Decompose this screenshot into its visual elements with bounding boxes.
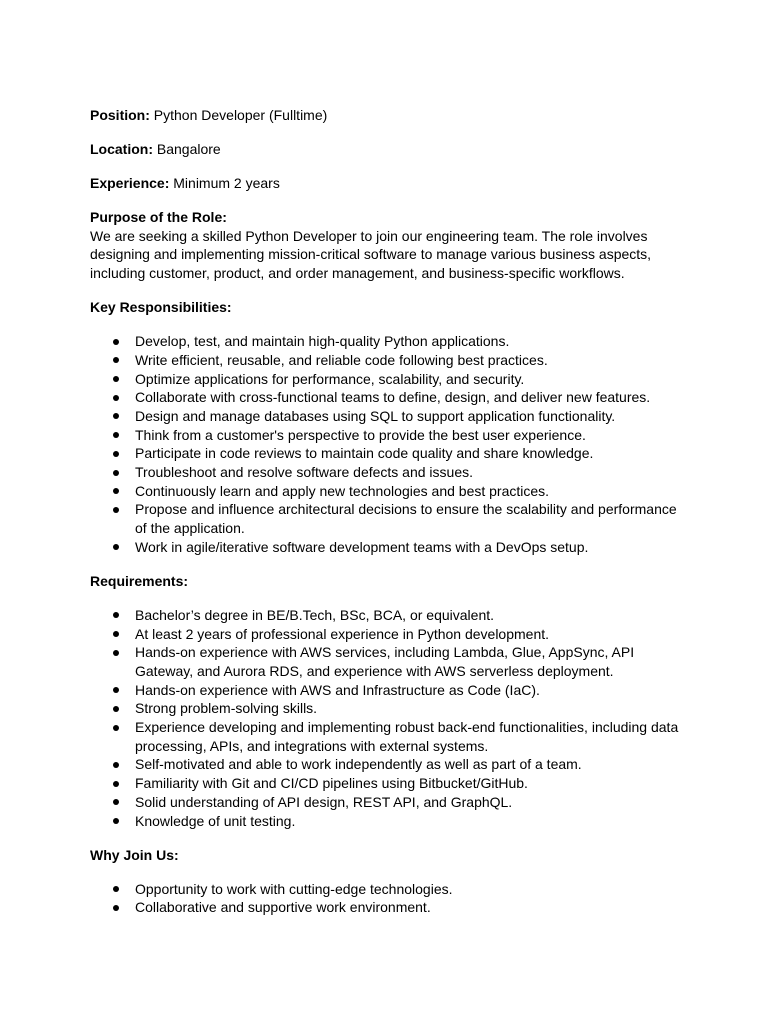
position-line bbox=[90, 106, 680, 125]
list-item bbox=[90, 500, 680, 537]
list-item bbox=[90, 332, 680, 351]
bullet-icon bbox=[113, 706, 119, 712]
list-item bbox=[90, 774, 680, 793]
bullet-icon bbox=[113, 650, 119, 656]
experience-value: Minimum 2 years bbox=[173, 175, 280, 191]
bullet-icon bbox=[113, 432, 119, 438]
bullet-icon bbox=[113, 725, 119, 731]
list-item-text: Collaborative and supportive work environment. bbox=[135, 899, 431, 916]
list-item bbox=[90, 426, 680, 445]
bullet-icon bbox=[113, 413, 119, 419]
requirements-list bbox=[90, 606, 680, 830]
list-item bbox=[90, 444, 680, 463]
bullet-icon bbox=[113, 818, 119, 824]
list-item bbox=[90, 625, 680, 644]
list-item-text: Self-motivated and able to work independently as well as part of a team. bbox=[135, 756, 582, 773]
list-item bbox=[90, 755, 680, 774]
list-item-text: Participate in code reviews to maintain code quality and share knowledge. bbox=[135, 445, 594, 462]
list-item bbox=[90, 880, 680, 899]
experience-line bbox=[90, 174, 680, 193]
responsibilities-heading: Key Responsibilities: bbox=[90, 299, 232, 316]
list-item-text: Solid understanding of API design, REST API, and GraphQL. bbox=[135, 793, 513, 810]
list-item-text: Propose and influence architectural decisions to ensure the scalability and performance of the application. bbox=[135, 501, 677, 537]
list-item bbox=[90, 718, 680, 755]
list-item bbox=[90, 699, 680, 718]
why-join-heading: Why Join Us: bbox=[90, 846, 179, 863]
list-item-text: Collaborate with cross-functional teams to define, design, and deliver new features. bbox=[135, 389, 651, 406]
list-item-text: Knowledge of unit testing. bbox=[135, 812, 296, 829]
list-item-text: Familiarity with Git and CI/CD pipelines using Bitbucket/GitHub. bbox=[135, 775, 528, 792]
bullet-icon bbox=[113, 470, 119, 476]
location-line bbox=[90, 140, 680, 159]
bullet-icon bbox=[113, 544, 119, 550]
bullet-icon bbox=[113, 488, 119, 494]
list-item bbox=[90, 463, 680, 482]
list-item bbox=[90, 538, 680, 557]
purpose-paragraph: We are seeking a skilled Python Developer to join our engineering team. The role involves designing and implementing mission-critical software to manage various business aspects, including customer, product, and order management, and business-specific workflows. bbox=[90, 227, 652, 282]
location-value: Bangalore bbox=[156, 141, 221, 157]
requirements-heading: Requirements: bbox=[90, 572, 189, 589]
bullet-icon bbox=[113, 357, 119, 363]
list-item bbox=[90, 370, 680, 389]
list-item-text: Optimize applications for performance, scalability, and security. bbox=[135, 370, 525, 387]
purpose-heading: Purpose of the Role: bbox=[90, 209, 227, 225]
list-item bbox=[90, 793, 680, 812]
bullet-icon bbox=[113, 507, 119, 513]
list-item-text: Troubleshoot and resolve software defects and issues. bbox=[135, 464, 474, 481]
list-item-text: Write efficient, reusable, and reliable code following best practices. bbox=[135, 351, 548, 368]
list-item bbox=[90, 482, 680, 501]
bullet-icon bbox=[113, 631, 119, 637]
list-item bbox=[90, 643, 680, 680]
bullet-icon bbox=[113, 762, 119, 768]
why-join-list bbox=[90, 880, 680, 917]
bullet-icon bbox=[113, 376, 119, 382]
experience-label: Experience: bbox=[90, 175, 170, 191]
list-item bbox=[90, 898, 680, 917]
list-item-text: Bachelor’s degree in BE/B.Tech, BSc, BCA, or equivalent. bbox=[135, 606, 495, 623]
list-item-text: Design and manage databases using SQL to support application functionality. bbox=[135, 407, 616, 424]
bullet-icon bbox=[113, 886, 119, 892]
bullet-icon bbox=[113, 612, 119, 618]
list-item-text: Hands-on experience with AWS services, including Lambda, Glue, AppSync, API Gateway, and Aurora RDS, and experience with AWS serverless deployment. bbox=[135, 644, 635, 679]
bullet-icon bbox=[113, 781, 119, 787]
list-item-text: Work in agile/iterative software development teams with a DevOps setup. bbox=[135, 538, 589, 555]
list-item bbox=[90, 351, 680, 370]
list-item bbox=[90, 812, 680, 831]
list-item-text: At least 2 years of professional experience in Python development. bbox=[135, 625, 550, 642]
list-item-text: Develop, test, and maintain high-quality Python applications. bbox=[135, 333, 510, 350]
list-item-text: Think from a customer's perspective to provide the best user experience. bbox=[135, 426, 586, 443]
list-item-text: Experience developing and implementing robust back-end functionalities, including data processing, APIs, and integrations with external systems. bbox=[135, 719, 679, 754]
bullet-icon bbox=[113, 905, 119, 911]
list-item-text: Continuously learn and apply new technologies and best practices. bbox=[135, 482, 550, 499]
location-label: Location: bbox=[90, 141, 153, 157]
list-item bbox=[90, 681, 680, 700]
bullet-icon bbox=[113, 395, 119, 401]
position-label: Position: bbox=[90, 107, 150, 123]
list-item bbox=[90, 606, 680, 625]
responsibilities-list bbox=[90, 332, 680, 556]
job-description-document bbox=[90, 106, 680, 932]
bullet-icon bbox=[113, 451, 119, 457]
list-item bbox=[90, 388, 680, 407]
bullet-icon bbox=[113, 339, 119, 345]
list-item-text: Opportunity to work with cutting-edge technologies. bbox=[135, 880, 453, 897]
list-item-text: Strong problem-solving skills. bbox=[135, 700, 318, 717]
list-item-text: Hands-on experience with AWS and Infrastructure as Code (IaC). bbox=[135, 681, 540, 698]
list-item bbox=[90, 407, 680, 426]
bullet-icon bbox=[113, 687, 119, 693]
bullet-icon bbox=[113, 799, 119, 805]
position-value: Python Developer (Fulltime) bbox=[153, 107, 328, 123]
